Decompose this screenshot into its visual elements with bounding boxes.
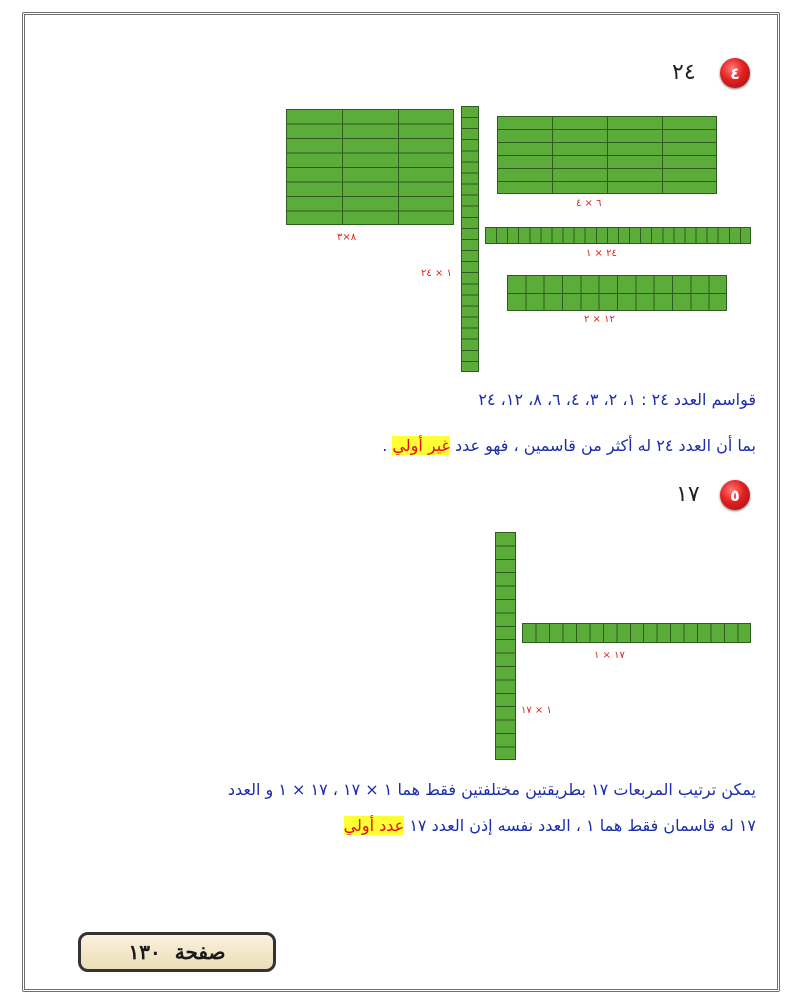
label-8x3: ٨×٣ bbox=[337, 232, 357, 243]
array-8x3 bbox=[286, 109, 454, 225]
prime-highlight: عدد أولي bbox=[343, 816, 405, 835]
label-17x1: ١٧ × ١ bbox=[594, 650, 625, 661]
array-17x1 bbox=[522, 623, 751, 643]
composite-statement bbox=[382, 436, 756, 455]
label-12x2: ١٢ × ٢ bbox=[584, 314, 615, 325]
prime-text-line-2 bbox=[344, 816, 756, 835]
problem-4-number: ٢٤ bbox=[672, 60, 696, 85]
prime-text-line-1: يمكن ترتيب المربعات ١٧ بطريقتين مختلفتين فقط هما ١ × ١٧ ، ١٧ × ١ و العدد bbox=[227, 780, 756, 799]
array-12x2 bbox=[507, 275, 727, 311]
array-6x4 bbox=[497, 116, 717, 194]
problem-5-badge: ٥ bbox=[720, 480, 750, 510]
problem-4-badge: ٤ bbox=[720, 58, 750, 88]
array-1x17 bbox=[495, 532, 516, 760]
problem-5-number: ١٧ bbox=[676, 482, 700, 507]
not-prime-highlight: غير أولي bbox=[392, 436, 450, 455]
array-24x1 bbox=[485, 227, 751, 244]
array-1x24 bbox=[461, 106, 479, 372]
prime-line2-prefix: ١٧ له قاسمان فقط هما ١ ، العدد نفسه إذن العدد ١٧ bbox=[404, 816, 756, 835]
label-1x24: ١ × ٢٤ bbox=[421, 268, 452, 279]
factors-of-24: قواسم العدد ٢٤ : ١، ٢، ٣، ٤، ٦، ٨، ١٢، ٢٤ bbox=[478, 390, 756, 409]
label-24x1: ٢٤ × ١ bbox=[586, 248, 617, 259]
label-1x17: ١ × ١٧ bbox=[521, 705, 552, 716]
label-6x4: ٦ × ٤ bbox=[576, 198, 602, 209]
page-number: ١٣٠ bbox=[128, 940, 161, 964]
composite-suffix: . bbox=[382, 436, 393, 455]
page-number-box bbox=[78, 932, 276, 972]
composite-prefix: بما أن العدد ٢٤ له أكثر من قاسمين ، فهو عدد bbox=[449, 436, 756, 455]
page-label: صفحة bbox=[174, 940, 226, 964]
